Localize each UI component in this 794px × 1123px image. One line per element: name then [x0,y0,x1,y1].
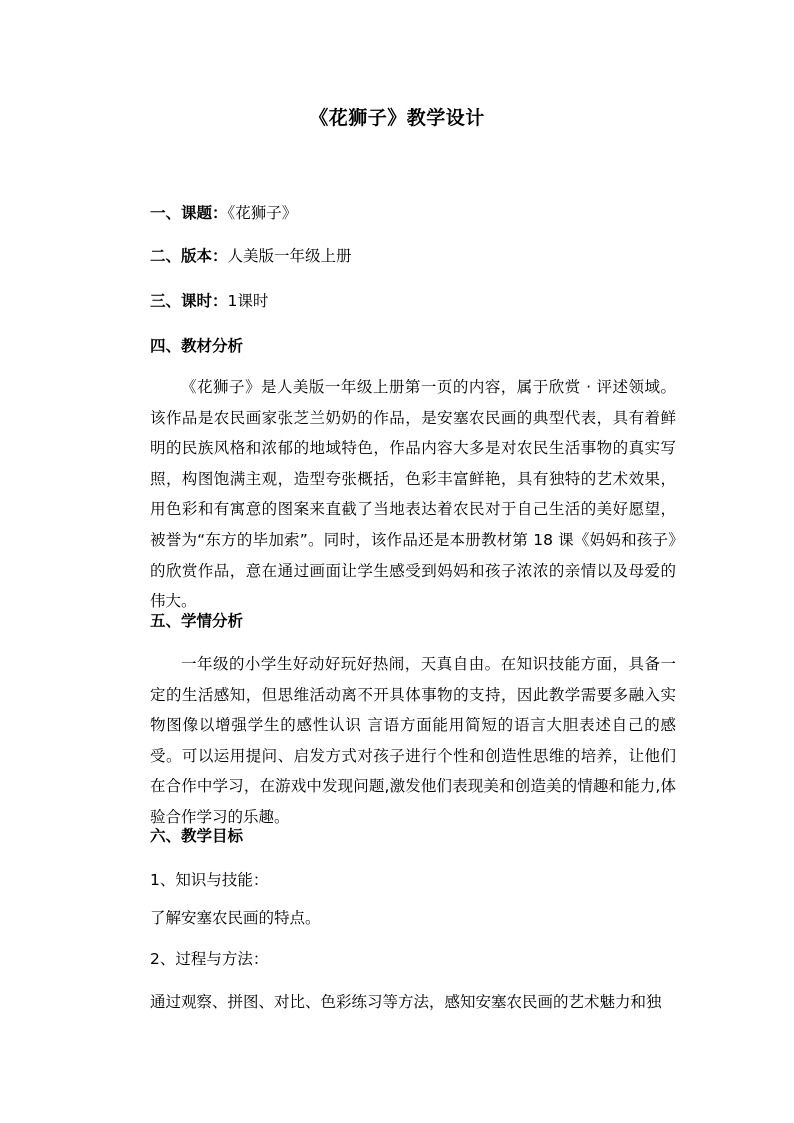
edition-value: 人美版一年级上册 [227,247,352,265]
goal2-text: 通过观察、拼图、对比、色彩练习等方法，感知安塞农民画的艺术魅力和独 [150,993,662,1011]
material-text: 《花狮子》是人美版一年级上册第一页的内容，属于欣赏 · 评述领域。该作品是农民画家张芝兰奶奶的作品，是安塞农民画的典型代表，具有着鲜明的民族风格和浓郁的地域特色，作品内容大多是对农民生活事物的真实写照，构图饱满主观，造型夸张概括，色彩丰富鲜艳，具有独特的艺术效果，用色彩和有寓意的图案来直截了当地表达着农民对于自己生活的美好愿望，被誉为“东方的毕加索”。同时，该作品还是本册教材第 18 课《妈妈和孩子》的欣赏作品，意在通过画面让学生感受到妈妈和孩子浓浓的亲情以及母爱的伟大。 [150,378,676,611]
goals-heading: 六、教学目标 [150,827,244,845]
goal1-text: 了解安塞农民画的特点。 [150,909,321,927]
hours-value: 1课时 [227,292,269,310]
topic-line [150,202,297,224]
topic-value: 《花狮子》 [227,204,298,222]
material-paragraph [150,372,676,617]
student-text: 一年级的小学生好动好玩好热闹，天真自由。在知识技能方面，具备一定的生活感知，但思维活动离不开具体事物的支持，因此教学需要多融入实物图像以增强学生的感性认识 言语方面能用简短的语言大胆表述自己的感受。可以运用提问、启发方式对孩子进行个性和创造性思维的培养，让他们在合作中学习，在游戏中发现问题,激发他们表现美和创造美的情趣和能力,体验合作学习的乐趣。 [150,655,676,826]
edition-line [150,245,352,267]
edition-label: 二、版本： [150,247,228,265]
material-heading: 四、教材分析 [150,337,244,355]
hours-label: 三、课时： [150,292,228,310]
student-heading: 五、学情分析 [150,612,244,630]
hours-line [150,290,268,312]
goal1-label: 1、知识与技能： [150,871,269,889]
goal2-label: 2、过程与方法： [150,950,269,968]
document-title: 《花狮子》教学设计 [309,107,485,129]
topic-label: 一、课题： [150,204,228,222]
student-paragraph [150,649,676,833]
